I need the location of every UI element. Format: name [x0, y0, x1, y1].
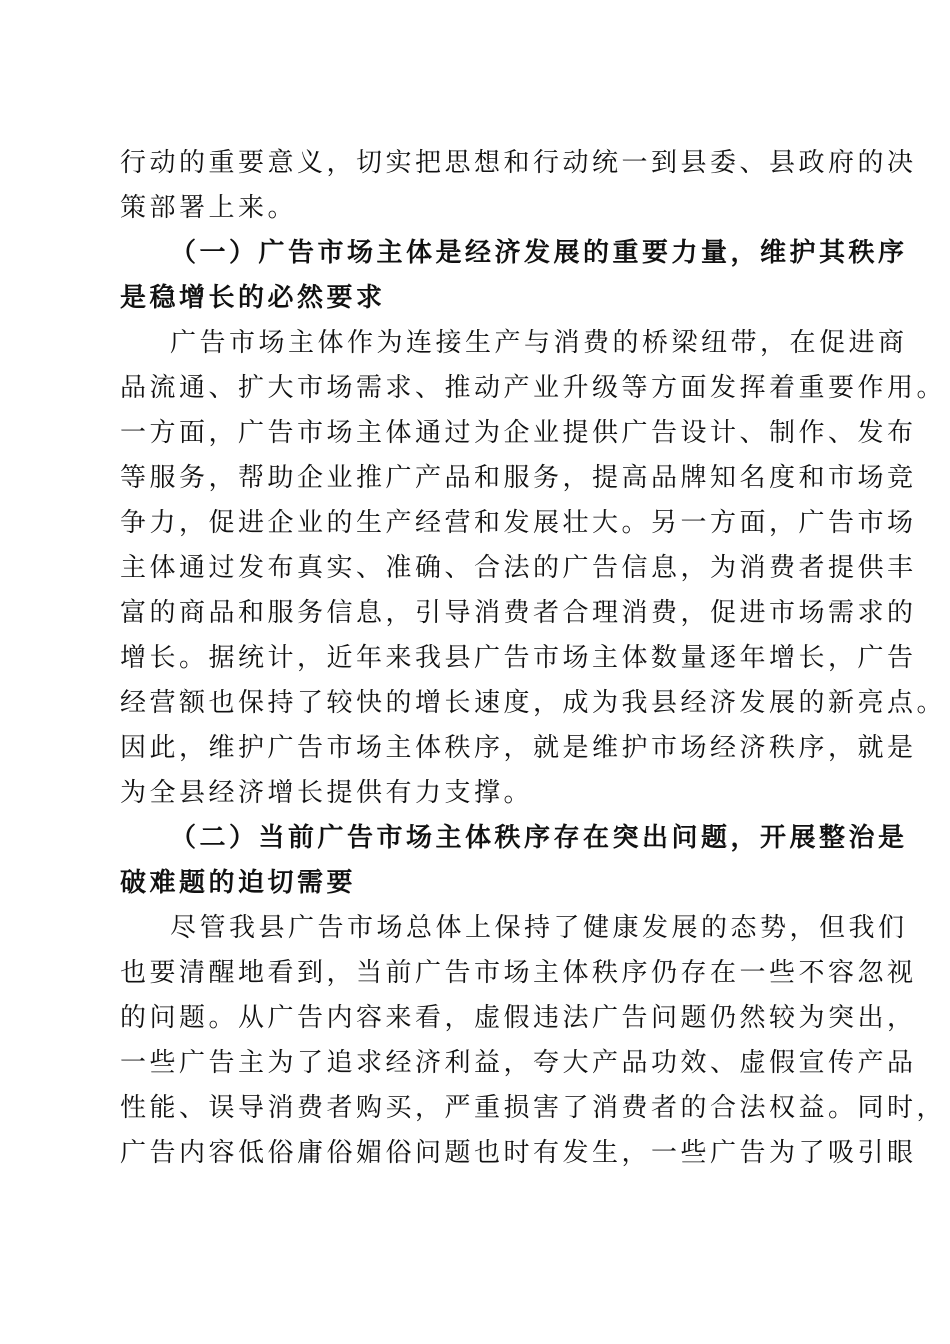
body-text-line: 也要清醒地看到，当前广告市场主体秩序仍存在一些不容忽视 [120, 958, 917, 988]
section-heading-2: （二）当前广告市场主体秩序存在突出问题，开展整治是 [170, 823, 908, 853]
body-text-line: 因此，维护广告市场主体秩序，就是维护市场经济秩序，就是 [120, 733, 917, 763]
body-text-line: 广告市场主体作为连接生产与消费的桥梁纽带，在促进商 [170, 328, 908, 358]
body-text-line: 增长。据统计，近年来我县广告市场主体数量逐年增长，广告 [120, 643, 917, 673]
body-text-line: 性能、误导消费者购买，严重损害了消费者的合法权益。同时， [120, 1093, 947, 1123]
section-heading-1-continued: 是稳增长的必然要求 [120, 283, 386, 313]
body-text-line: 经营额也保持了较快的增长速度，成为我县经济发展的新亮点。 [120, 688, 947, 718]
section-heading-1: （一）广告市场主体是经济发展的重要力量，维护其秩序 [170, 238, 908, 268]
body-text-line: 主体通过发布真实、准确、合法的广告信息，为消费者提供丰 [120, 553, 917, 583]
body-text-line: 一方面，广告市场主体通过为企业提供广告设计、制作、发布 [120, 418, 917, 448]
body-text-line: 等服务，帮助企业推广产品和服务，提高品牌知名度和市场竞 [120, 463, 917, 493]
body-text-line: 行动的重要意义，切实把思想和行动统一到县委、县政府的决 [120, 148, 917, 178]
body-text-line: 一些广告主为了追求经济利益，夸大产品功效、虚假宣传产品 [120, 1048, 917, 1078]
body-text-line: 策部署上来。 [120, 193, 298, 223]
body-text-line: 争力，促进企业的生产经营和发展壮大。另一方面，广告市场 [120, 508, 917, 538]
body-text-line: 的问题。从广告内容来看，虚假违法广告问题仍然较为突出， [120, 1003, 917, 1033]
section-heading-2-continued: 破难题的迫切需要 [120, 868, 357, 898]
body-text-line: 为全县经济增长提供有力支撑。 [120, 778, 534, 808]
body-text-line: 富的商品和服务信息，引导消费者合理消费，促进市场需求的 [120, 598, 917, 628]
body-text-line: 品流通、扩大市场需求、推动产业升级等方面发挥着重要作用。 [120, 373, 947, 403]
body-text-line: 广告内容低俗庸俗媚俗问题也时有发生，一些广告为了吸引眼 [120, 1138, 917, 1168]
body-text-line: 尽管我县广告市场总体上保持了健康发展的态势，但我们 [170, 913, 908, 943]
